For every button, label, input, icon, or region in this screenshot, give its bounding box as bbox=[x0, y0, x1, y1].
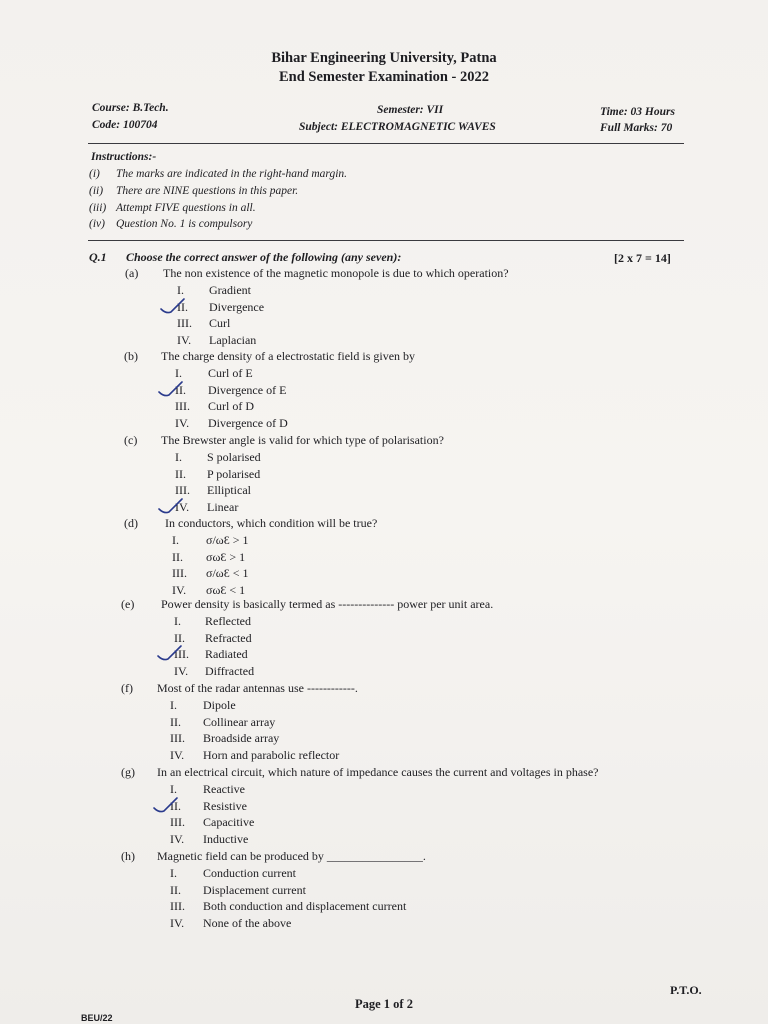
option-text: σ/ωƐ > 1 bbox=[206, 532, 249, 547]
sub-question-text: Power density is basically termed as -------------- power per unit area. bbox=[161, 597, 494, 611]
sub-question-label: (a) bbox=[125, 266, 139, 280]
sub-question-text: The non existence of the magnetic monopole is due to which operation? bbox=[163, 266, 509, 280]
instruction-number: (i) bbox=[89, 168, 100, 180]
question-marks: [2 x 7 = 14] bbox=[614, 251, 671, 265]
option-number: III. bbox=[177, 316, 192, 331]
instruction-text: Question No. 1 is compulsory bbox=[116, 218, 253, 230]
sub-question-label: (b) bbox=[124, 349, 138, 363]
option-text: Laplacian bbox=[209, 333, 257, 348]
question-title: Choose the correct answer of the following (any seven): bbox=[126, 250, 402, 264]
instructions-divider bbox=[88, 240, 684, 241]
instruction-number: (ii) bbox=[89, 185, 104, 197]
option-text: Resistive bbox=[203, 798, 247, 813]
university-name: Bihar Engineering University, Patna bbox=[271, 50, 497, 66]
subject-label: Subject: ELECTROMAGNETIC WAVES bbox=[299, 121, 496, 133]
option-text: Reflected bbox=[205, 613, 251, 628]
option-text: Reactive bbox=[203, 781, 245, 796]
option-number: I. bbox=[170, 697, 177, 712]
option-text: Gradient bbox=[209, 282, 251, 297]
option-number: I. bbox=[174, 613, 181, 628]
instruction-item bbox=[89, 202, 256, 214]
option-number: IV. bbox=[177, 333, 192, 348]
option-text: Broadside array bbox=[203, 731, 280, 746]
option-text: Radiated bbox=[205, 647, 248, 662]
sub-question-label: (h) bbox=[121, 849, 135, 863]
option-text: Both conduction and displacement current bbox=[203, 899, 407, 914]
question-number: Q.1 bbox=[89, 250, 107, 264]
instruction-text: Attempt FIVE questions in all. bbox=[116, 202, 256, 214]
option-number: IV. bbox=[170, 748, 185, 763]
sub-question-text: Most of the radar antennas use ------------. bbox=[157, 681, 358, 695]
option-text: Horn and parabolic reflector bbox=[203, 748, 340, 763]
option-text: σ/ωƐ < 1 bbox=[206, 566, 249, 581]
option-number: III. bbox=[170, 899, 185, 914]
instruction-number: (iv) bbox=[89, 218, 105, 230]
checkmark-icon bbox=[151, 796, 181, 816]
option-text: Elliptical bbox=[207, 483, 251, 498]
option-text: Linear bbox=[207, 500, 239, 515]
option-number: IV. bbox=[175, 416, 190, 431]
option-number: IV. bbox=[170, 916, 185, 931]
option-number: II. bbox=[174, 630, 185, 645]
option-number: II. bbox=[177, 299, 188, 314]
option-number: I. bbox=[172, 532, 179, 547]
checkmark-icon bbox=[155, 644, 185, 664]
checkmark-icon bbox=[156, 497, 186, 517]
option-text: Inductive bbox=[203, 832, 249, 847]
option-text: Curl bbox=[209, 316, 231, 331]
code-label: Code: 100704 bbox=[92, 119, 158, 131]
option-number: I. bbox=[177, 282, 184, 297]
option-number: I. bbox=[175, 365, 182, 380]
option-number: III. bbox=[175, 483, 190, 498]
option-text: None of the above bbox=[203, 916, 292, 931]
instruction-item bbox=[89, 168, 347, 180]
option-number: II. bbox=[172, 549, 183, 564]
sub-question-text: The charge density of a electrostatic field is given by bbox=[161, 349, 416, 363]
sub-question-text: Magnetic field can be produced by ________________. bbox=[157, 849, 426, 863]
header-divider bbox=[88, 143, 684, 144]
option-text: Dipole bbox=[203, 697, 236, 712]
option-number: III. bbox=[175, 399, 190, 414]
pto-label: P.T.O. bbox=[670, 983, 702, 997]
course-label: Course: B.Tech. bbox=[92, 102, 169, 114]
option-text: σωƐ > 1 bbox=[206, 549, 246, 564]
option-number: III. bbox=[170, 731, 185, 746]
option-number: IV. bbox=[170, 832, 185, 847]
option-text: Divergence of E bbox=[208, 382, 287, 397]
option-number: I. bbox=[170, 781, 177, 796]
option-number: III. bbox=[172, 566, 187, 581]
option-text: Divergence of D bbox=[208, 416, 288, 431]
exam-title: End Semester Examination - 2022 bbox=[279, 69, 489, 85]
footer-code: BEU/22 bbox=[81, 1013, 113, 1023]
option-number: II. bbox=[170, 882, 181, 897]
option-number: IV. bbox=[174, 664, 189, 679]
option-text: S polarised bbox=[207, 449, 261, 464]
option-text: Diffracted bbox=[205, 664, 255, 679]
option-text: Collinear array bbox=[203, 714, 276, 729]
option-number: I. bbox=[170, 865, 177, 880]
option-number: I. bbox=[175, 449, 182, 464]
sub-question-label: (e) bbox=[121, 597, 135, 611]
option-text: Refracted bbox=[205, 630, 252, 645]
checkmark-icon bbox=[156, 380, 186, 400]
time-label: Time: 03 Hours bbox=[600, 106, 675, 118]
option-number: II. bbox=[175, 466, 186, 481]
full-marks-label: Full Marks: 70 bbox=[600, 122, 673, 134]
option-number: III. bbox=[170, 815, 185, 830]
instruction-item bbox=[89, 218, 252, 230]
option-text: Capacitive bbox=[203, 815, 255, 830]
instruction-text: The marks are indicated in the right-hand margin. bbox=[116, 168, 348, 180]
sub-question-label: (f) bbox=[121, 681, 133, 695]
option-text: Curl of D bbox=[208, 399, 254, 414]
checkmark-icon bbox=[158, 297, 188, 317]
sub-question-text: In an electrical circuit, which nature of impedance causes the current and voltages in phase? bbox=[157, 765, 599, 779]
sub-question-text: In conductors, which condition will be true? bbox=[165, 516, 378, 530]
sub-question-label: (d) bbox=[124, 516, 138, 530]
option-text: Conduction current bbox=[203, 865, 296, 880]
option-text: P polarised bbox=[207, 466, 261, 481]
option-text: Divergence bbox=[209, 299, 265, 314]
page-number: Page 1 of 2 bbox=[355, 997, 413, 1011]
instruction-number: (iii) bbox=[89, 202, 107, 214]
sub-question-label: (g) bbox=[121, 765, 135, 779]
sub-question-label: (c) bbox=[124, 433, 138, 447]
option-text: σωƐ < 1 bbox=[206, 583, 246, 598]
option-number: IV. bbox=[172, 583, 187, 598]
option-number: II. bbox=[170, 798, 181, 813]
sub-question-text: The Brewster angle is valid for which type of polarisation? bbox=[161, 433, 444, 447]
option-number: III. bbox=[174, 647, 189, 662]
instructions-heading: Instructions:- bbox=[91, 151, 157, 163]
instruction-text: There are NINE questions in this paper. bbox=[116, 185, 299, 197]
option-number: IV. bbox=[175, 500, 190, 515]
option-number: II. bbox=[170, 714, 181, 729]
option-number: II. bbox=[175, 382, 186, 397]
option-text: Curl of E bbox=[208, 365, 253, 380]
instruction-item bbox=[89, 185, 298, 197]
semester-label: Semester: VII bbox=[377, 104, 444, 116]
option-text: Displacement current bbox=[203, 882, 306, 897]
